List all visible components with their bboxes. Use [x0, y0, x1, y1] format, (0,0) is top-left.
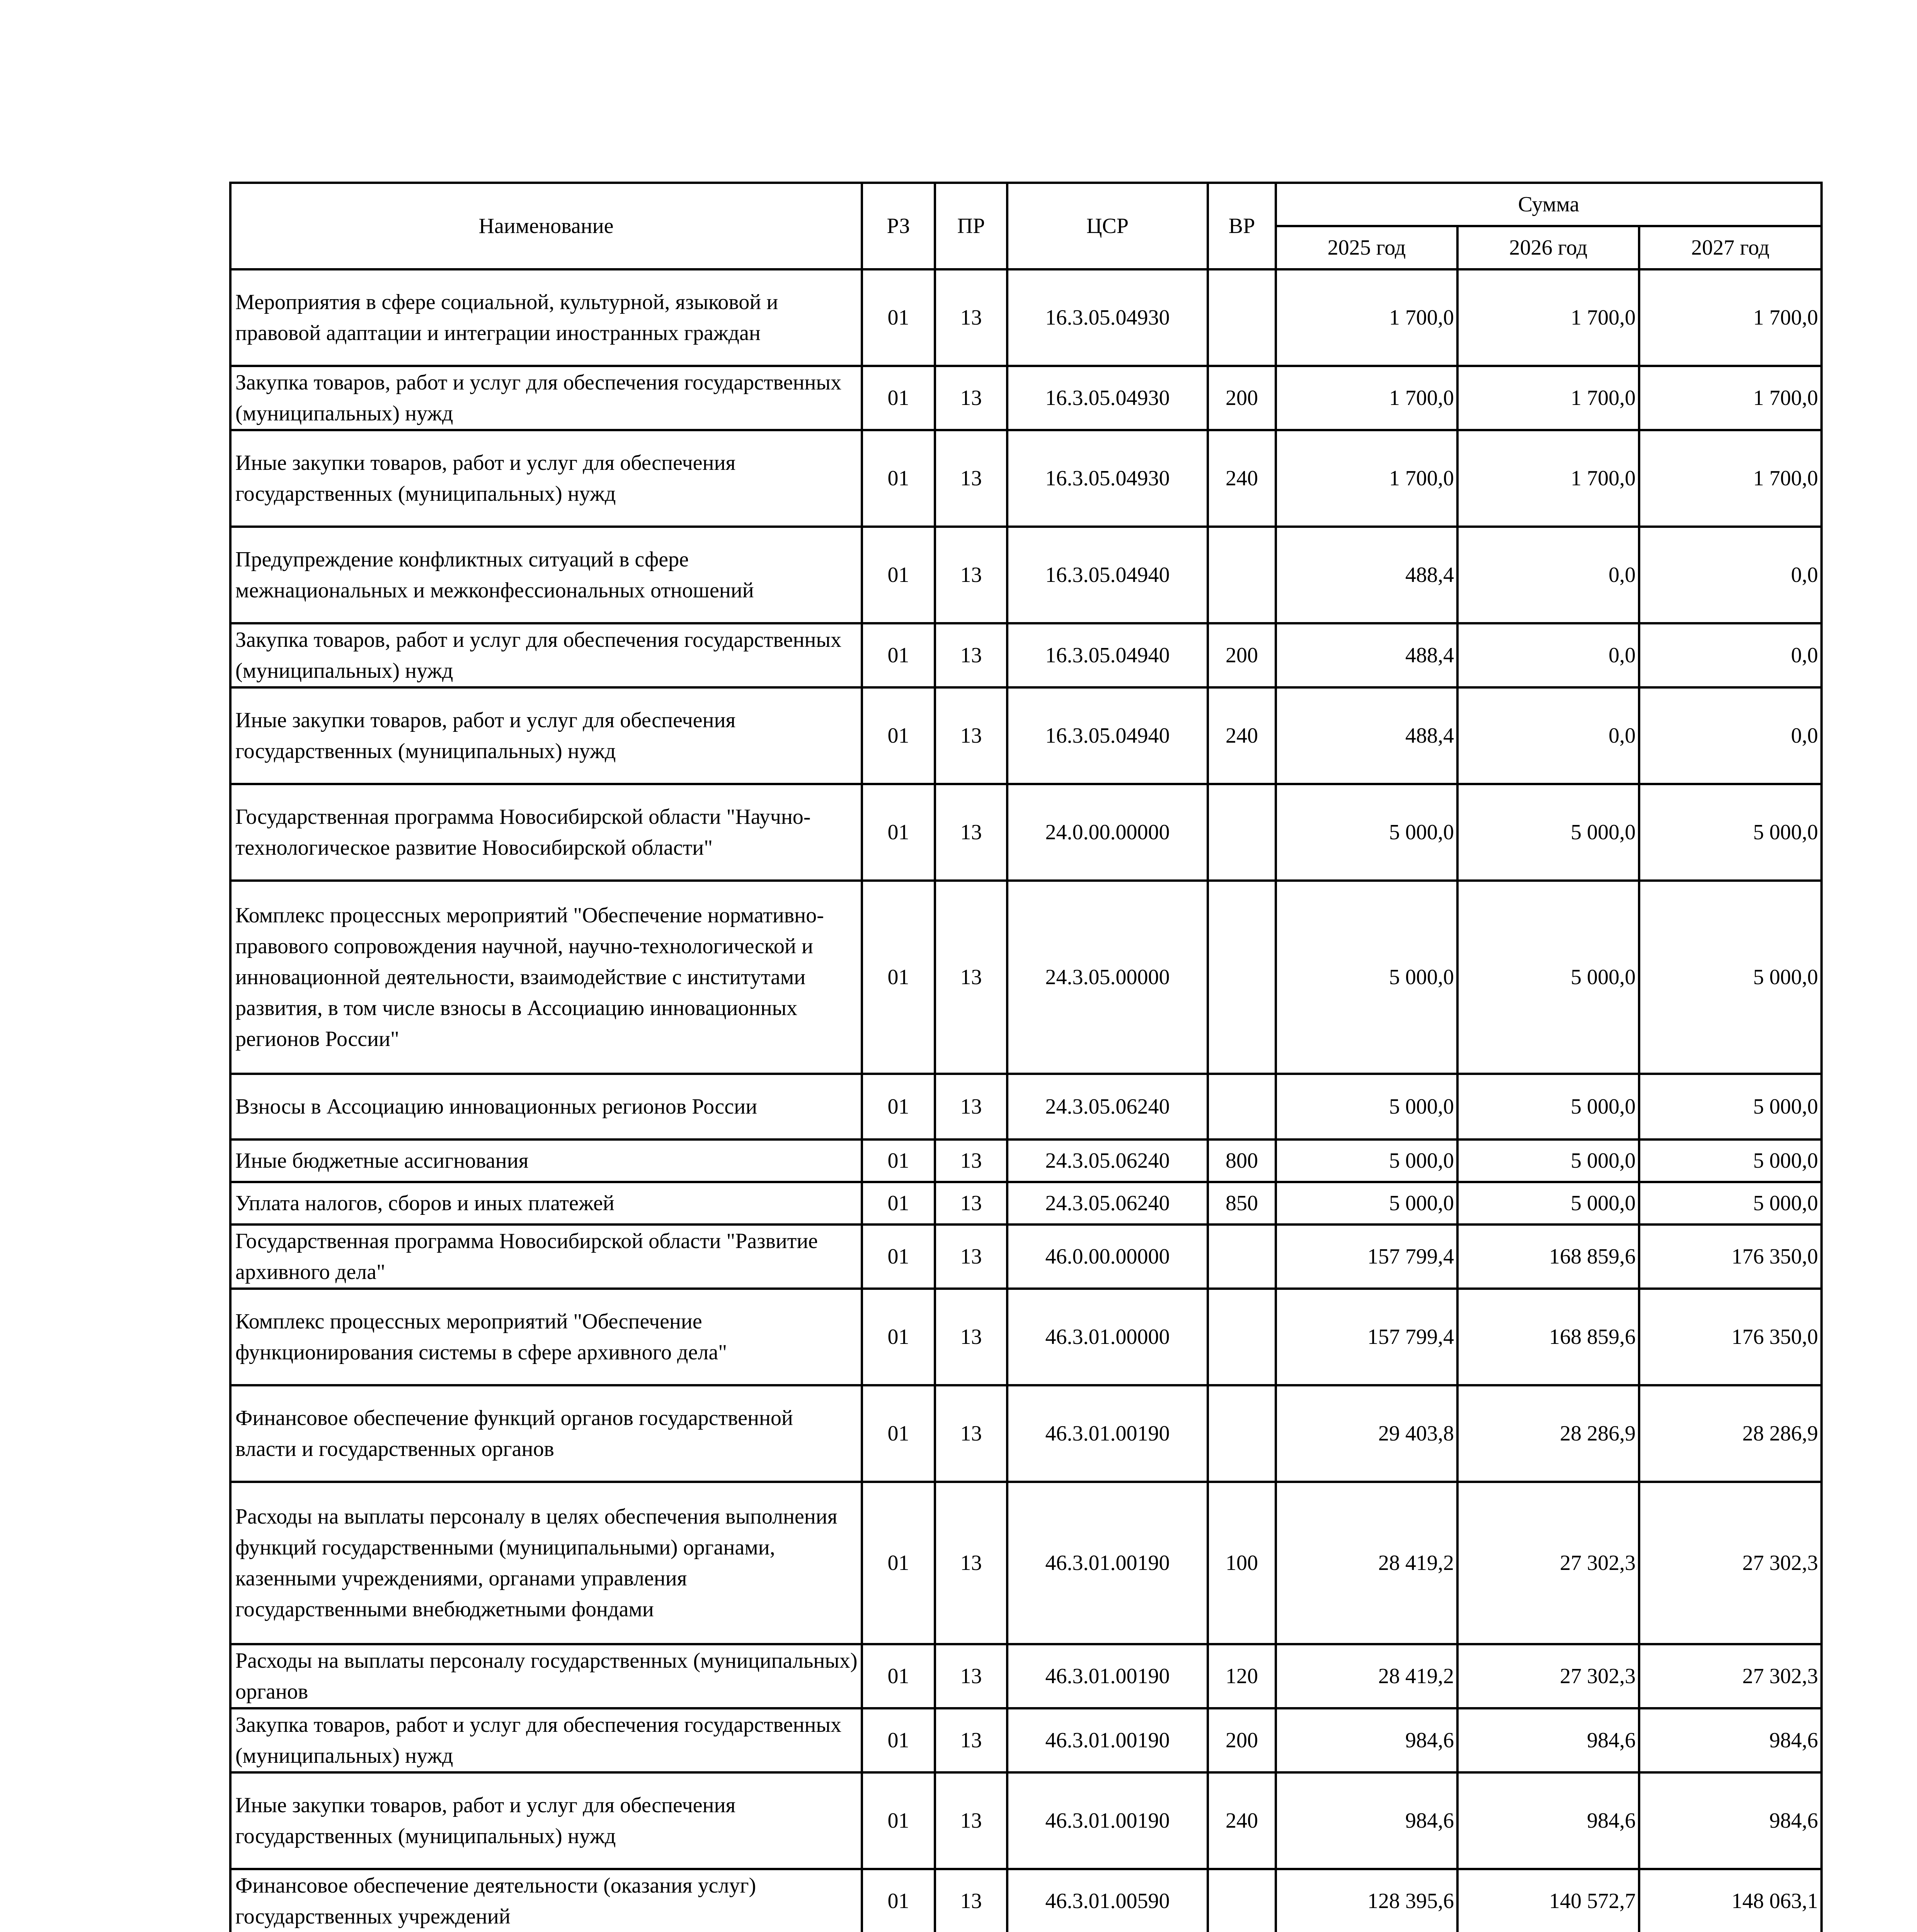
row-sum-2026: 1 700,0	[1457, 430, 1639, 527]
header-name: Наименование	[230, 183, 862, 269]
row-rz: 01	[862, 366, 935, 430]
row-name: Расходы на выплаты персоналу в целях обеспечения выполнения функций государственными (муниципальными) органами, казенными учреждениями, органами управления государственными внебюджетными фондами	[230, 1482, 862, 1644]
table-row	[230, 784, 1822, 881]
row-vr	[1208, 1869, 1276, 1932]
row-pr: 13	[935, 881, 1007, 1074]
row-vr: 120	[1208, 1644, 1276, 1708]
row-sum-2027: 148 063,1	[1639, 1869, 1822, 1932]
row-rz: 01	[862, 1182, 935, 1225]
row-vr: 200	[1208, 366, 1276, 430]
row-sum-2025: 28 419,2	[1276, 1482, 1457, 1644]
row-csr: 24.3.05.00000	[1007, 881, 1208, 1074]
row-name: Иные закупки товаров, работ и услуг для обеспечения государственных (муниципальных) нужд	[230, 430, 862, 527]
row-csr: 16.3.05.04930	[1007, 430, 1208, 527]
row-rz: 01	[862, 623, 935, 687]
table-row	[230, 527, 1822, 623]
table-row	[230, 1482, 1822, 1644]
row-csr: 24.3.05.06240	[1007, 1139, 1208, 1182]
row-sum-2025: 157 799,4	[1276, 1225, 1457, 1289]
row-rz: 01	[862, 1385, 935, 1482]
row-sum-2026: 5 000,0	[1457, 1074, 1639, 1139]
row-vr: 200	[1208, 1708, 1276, 1772]
row-rz: 01	[862, 1225, 935, 1289]
row-pr: 13	[935, 1869, 1007, 1932]
row-sum-2027: 5 000,0	[1639, 1139, 1822, 1182]
header-sum: Сумма	[1276, 183, 1822, 226]
table-row	[230, 1289, 1822, 1385]
row-sum-2027: 27 302,3	[1639, 1644, 1822, 1708]
row-pr: 13	[935, 1385, 1007, 1482]
row-name: Финансовое обеспечение функций органов государственной власти и государственных органов	[230, 1385, 862, 1482]
row-sum-2027: 0,0	[1639, 623, 1822, 687]
row-csr: 46.3.01.00190	[1007, 1772, 1208, 1869]
row-name: Взносы в Ассоциацию инновационных регионов России	[230, 1074, 862, 1139]
row-sum-2026: 5 000,0	[1457, 1139, 1639, 1182]
row-vr	[1208, 1385, 1276, 1482]
row-pr: 13	[935, 1772, 1007, 1869]
row-csr: 16.3.05.04930	[1007, 269, 1208, 366]
row-rz: 01	[862, 687, 935, 784]
row-sum-2026: 1 700,0	[1457, 366, 1639, 430]
table-row	[230, 881, 1822, 1074]
row-pr: 13	[935, 1074, 1007, 1139]
row-pr: 13	[935, 1182, 1007, 1225]
row-sum-2025: 1 700,0	[1276, 269, 1457, 366]
row-vr	[1208, 881, 1276, 1074]
row-pr: 13	[935, 1225, 1007, 1289]
row-vr: 200	[1208, 623, 1276, 687]
header-pr: ПР	[935, 183, 1007, 269]
row-csr: 46.3.01.00190	[1007, 1482, 1208, 1644]
row-vr	[1208, 1074, 1276, 1139]
row-rz: 01	[862, 1289, 935, 1385]
budget-table	[229, 182, 1823, 1932]
header-year-2027: 2027 год	[1639, 226, 1822, 269]
row-pr: 13	[935, 1708, 1007, 1772]
row-name: Расходы на выплаты персоналу государственных (муниципальных) органов	[230, 1644, 862, 1708]
table-row	[230, 1182, 1822, 1225]
row-name: Финансовое обеспечение деятельности (оказания услуг) государственных учреждений	[230, 1869, 862, 1932]
row-sum-2026: 168 859,6	[1457, 1225, 1639, 1289]
row-csr: 46.0.00.00000	[1007, 1225, 1208, 1289]
row-csr: 46.3.01.00000	[1007, 1289, 1208, 1385]
row-csr: 16.3.05.04940	[1007, 687, 1208, 784]
row-pr: 13	[935, 784, 1007, 881]
row-sum-2027: 1 700,0	[1639, 269, 1822, 366]
row-pr: 13	[935, 527, 1007, 623]
row-sum-2025: 28 419,2	[1276, 1644, 1457, 1708]
row-sum-2025: 29 403,8	[1276, 1385, 1457, 1482]
row-vr: 240	[1208, 687, 1276, 784]
row-csr: 16.3.05.04940	[1007, 527, 1208, 623]
row-sum-2026: 0,0	[1457, 527, 1639, 623]
row-sum-2026: 0,0	[1457, 687, 1639, 784]
row-name: Уплата налогов, сборов и иных платежей	[230, 1182, 862, 1225]
row-vr: 800	[1208, 1139, 1276, 1182]
row-rz: 01	[862, 269, 935, 366]
row-sum-2026: 0,0	[1457, 623, 1639, 687]
row-sum-2026: 27 302,3	[1457, 1482, 1639, 1644]
row-name: Государственная программа Новосибирской области "Научно-технологическое развитие Новосибирской области"	[230, 784, 862, 881]
row-sum-2025: 488,4	[1276, 687, 1457, 784]
row-sum-2025: 5 000,0	[1276, 1074, 1457, 1139]
row-vr	[1208, 527, 1276, 623]
row-vr	[1208, 269, 1276, 366]
table-row	[230, 1385, 1822, 1482]
row-name: Комплекс процессных мероприятий "Обеспечение нормативно-правового сопровождения научной, научно-технологической и инновационной деятельности, взаимодействие с институтами развития, в том числе взносы в Ассоциацию инновационных регионов России"	[230, 881, 862, 1074]
row-pr: 13	[935, 366, 1007, 430]
row-name: Иные закупки товаров, работ и услуг для обеспечения государственных (муниципальных) нужд	[230, 1772, 862, 1869]
row-sum-2027: 5 000,0	[1639, 784, 1822, 881]
row-sum-2027: 176 350,0	[1639, 1225, 1822, 1289]
row-sum-2027: 5 000,0	[1639, 881, 1822, 1074]
row-sum-2025: 5 000,0	[1276, 1182, 1457, 1225]
row-csr: 16.3.05.04930	[1007, 366, 1208, 430]
table-row	[230, 1869, 1822, 1932]
table-row	[230, 623, 1822, 687]
row-vr: 850	[1208, 1182, 1276, 1225]
row-sum-2027: 27 302,3	[1639, 1482, 1822, 1644]
row-pr: 13	[935, 687, 1007, 784]
row-pr: 13	[935, 1289, 1007, 1385]
row-rz: 01	[862, 784, 935, 881]
row-sum-2026: 5 000,0	[1457, 784, 1639, 881]
row-csr: 46.3.01.00190	[1007, 1644, 1208, 1708]
row-rz: 01	[862, 881, 935, 1074]
row-rz: 01	[862, 527, 935, 623]
row-pr: 13	[935, 1482, 1007, 1644]
header-year-2025: 2025 год	[1276, 226, 1457, 269]
budget-table-container	[229, 182, 1820, 1932]
row-vr	[1208, 784, 1276, 881]
row-sum-2025: 1 700,0	[1276, 430, 1457, 527]
row-sum-2026: 27 302,3	[1457, 1644, 1639, 1708]
row-rz: 01	[862, 1708, 935, 1772]
header-rz: РЗ	[862, 183, 935, 269]
row-sum-2026: 984,6	[1457, 1708, 1639, 1772]
row-sum-2026: 5 000,0	[1457, 1182, 1639, 1225]
row-sum-2027: 984,6	[1639, 1772, 1822, 1869]
row-sum-2027: 5 000,0	[1639, 1074, 1822, 1139]
row-sum-2025: 157 799,4	[1276, 1289, 1457, 1385]
row-vr: 100	[1208, 1482, 1276, 1644]
row-sum-2026: 28 286,9	[1457, 1385, 1639, 1482]
row-name: Закупка товаров, работ и услуг для обеспечения государственных (муниципальных) нужд	[230, 1708, 862, 1772]
header-vr: ВР	[1208, 183, 1276, 269]
row-sum-2025: 1 700,0	[1276, 366, 1457, 430]
row-sum-2026: 1 700,0	[1457, 269, 1639, 366]
row-sum-2027: 1 700,0	[1639, 366, 1822, 430]
table-row	[230, 687, 1822, 784]
table-body	[230, 269, 1822, 1932]
row-vr: 240	[1208, 430, 1276, 527]
row-sum-2026: 984,6	[1457, 1772, 1639, 1869]
table-row	[230, 269, 1822, 366]
row-sum-2025: 5 000,0	[1276, 1139, 1457, 1182]
row-pr: 13	[935, 623, 1007, 687]
row-rz: 01	[862, 430, 935, 527]
row-name: Государственная программа Новосибирской области "Развитие архивного дела"	[230, 1225, 862, 1289]
row-rz: 01	[862, 1482, 935, 1644]
table-row	[230, 1225, 1822, 1289]
row-rz: 01	[862, 1139, 935, 1182]
row-sum-2025: 488,4	[1276, 623, 1457, 687]
row-sum-2025: 984,6	[1276, 1708, 1457, 1772]
row-name: Закупка товаров, работ и услуг для обеспечения государственных (муниципальных) нужд	[230, 366, 862, 430]
table-row	[230, 1139, 1822, 1182]
header-csr: ЦСР	[1007, 183, 1208, 269]
row-rz: 01	[862, 1074, 935, 1139]
row-vr	[1208, 1225, 1276, 1289]
row-name: Иные бюджетные ассигнования	[230, 1139, 862, 1182]
row-csr: 46.3.01.00190	[1007, 1385, 1208, 1482]
row-name: Комплекс процессных мероприятий "Обеспечение функционирования системы в сфере архивного дела"	[230, 1289, 862, 1385]
row-vr	[1208, 1289, 1276, 1385]
row-csr: 24.3.05.06240	[1007, 1074, 1208, 1139]
row-name: Мероприятия в сфере социальной, культурной, языковой и правовой адаптации и интеграции иностранных граждан	[230, 269, 862, 366]
row-name: Иные закупки товаров, работ и услуг для обеспечения государственных (муниципальных) нужд	[230, 687, 862, 784]
row-sum-2025: 984,6	[1276, 1772, 1457, 1869]
row-pr: 13	[935, 430, 1007, 527]
row-name: Предупреждение конфликтных ситуаций в сфере межнациональных и межконфессиональных отношений	[230, 527, 862, 623]
row-sum-2027: 28 286,9	[1639, 1385, 1822, 1482]
table-row	[230, 1644, 1822, 1708]
row-csr: 46.3.01.00590	[1007, 1869, 1208, 1932]
row-pr: 13	[935, 269, 1007, 366]
row-sum-2025: 128 395,6	[1276, 1869, 1457, 1932]
row-vr: 240	[1208, 1772, 1276, 1869]
row-sum-2027: 1 700,0	[1639, 430, 1822, 527]
row-rz: 01	[862, 1869, 935, 1932]
row-pr: 13	[935, 1139, 1007, 1182]
table-row	[230, 1772, 1822, 1869]
row-csr: 46.3.01.00190	[1007, 1708, 1208, 1772]
row-sum-2027: 0,0	[1639, 527, 1822, 623]
table-row	[230, 1708, 1822, 1772]
row-rz: 01	[862, 1644, 935, 1708]
table-row	[230, 1074, 1822, 1139]
row-sum-2027: 984,6	[1639, 1708, 1822, 1772]
row-name: Закупка товаров, работ и услуг для обеспечения государственных (муниципальных) нужд	[230, 623, 862, 687]
row-sum-2027: 0,0	[1639, 687, 1822, 784]
table-row	[230, 366, 1822, 430]
header-year-2026: 2026 год	[1457, 226, 1639, 269]
row-pr: 13	[935, 1644, 1007, 1708]
table-row	[230, 430, 1822, 527]
row-sum-2026: 140 572,7	[1457, 1869, 1639, 1932]
row-rz: 01	[862, 1772, 935, 1869]
row-sum-2025: 5 000,0	[1276, 784, 1457, 881]
row-sum-2027: 176 350,0	[1639, 1289, 1822, 1385]
row-sum-2027: 5 000,0	[1639, 1182, 1822, 1225]
row-csr: 24.0.00.00000	[1007, 784, 1208, 881]
row-sum-2026: 168 859,6	[1457, 1289, 1639, 1385]
row-sum-2026: 5 000,0	[1457, 881, 1639, 1074]
row-csr: 16.3.05.04940	[1007, 623, 1208, 687]
row-sum-2025: 5 000,0	[1276, 881, 1457, 1074]
row-sum-2025: 488,4	[1276, 527, 1457, 623]
row-csr: 24.3.05.06240	[1007, 1182, 1208, 1225]
